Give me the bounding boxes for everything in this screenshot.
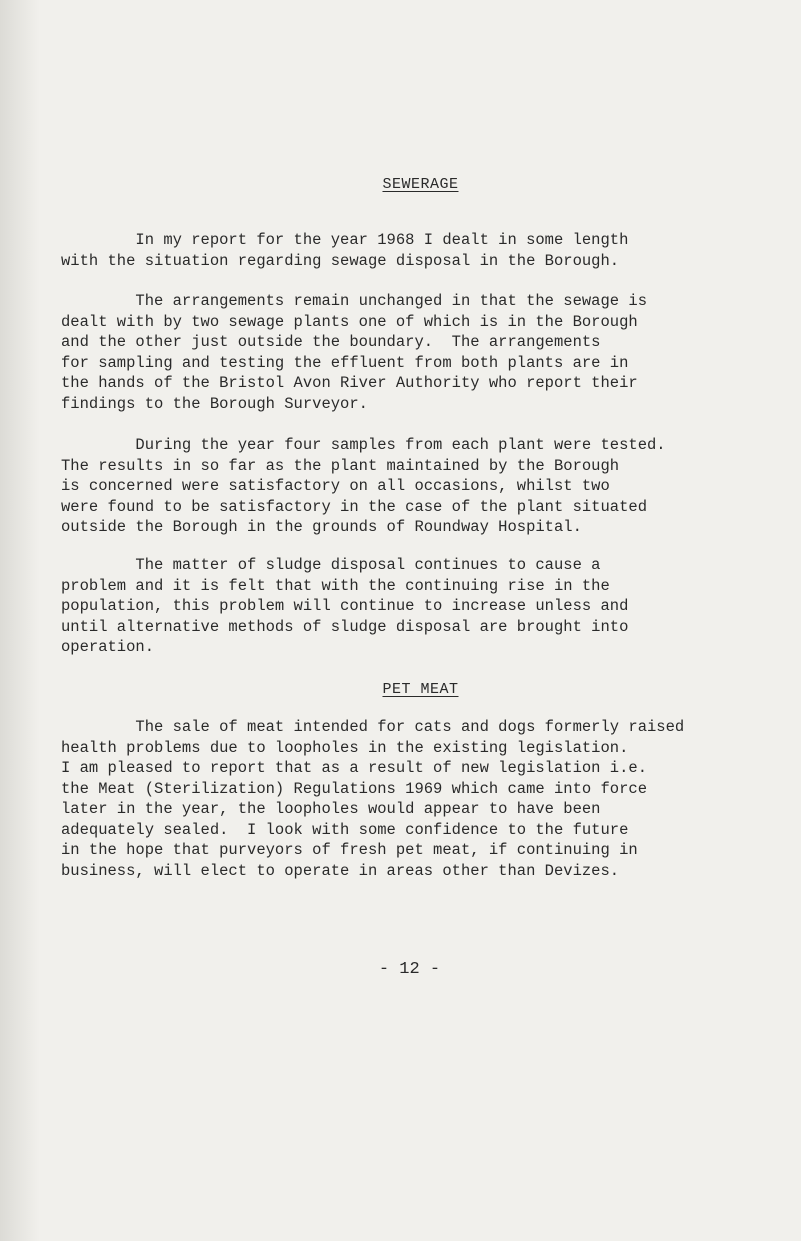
sewerage-paragraph-2: The arrangements remain unchanged in that the sewage is dealt with by two sewage plants one of which is in the Borough and the other just outside the boundary. The arrangements for sampling and testing the effluent from both plants are in the hands of the Bristol Avon River Authority who report their findings to the Borough Surveyor. (61, 292, 647, 413)
sewerage-paragraph-4: The matter of sludge disposal continues to cause a problem and it is felt that with the continuing rise in the population, this problem will continue to increase unless and until alternative methods of sludge disposal are brought into operation. (61, 556, 629, 656)
sewerage-paragraph-1: In my report for the year 1968 I dealt in some length with the situation regarding sewage disposal in the Borough. (61, 231, 629, 270)
sewerage-heading: SEWERAGE (382, 176, 459, 193)
pet-meat-heading: PET MEAT (382, 681, 459, 698)
sewerage-paragraph-3: During the year four samples from each plant were tested. The results in so far as the plant maintained by the Borough is concerned were satisfactory on all occasions, whilst two were found to be satisfactory in the case of the plant situated outside the Borough in the grounds of Roundway Hospital. (61, 436, 666, 536)
page-number: - 12 - (378, 960, 441, 979)
pet-meat-paragraph-1: The sale of meat intended for cats and dogs formerly raised health problems due to loopholes in the existing legislation. I am pleased to report that as a result of new legislation i.e. the Meat (Sterilization) Regulations 1969 which came into force later in the year, the loopholes would appear to have been adequately sealed. I look with some confidence to the future in the hope that purveyors of fresh pet meat, if continuing in business, will elect to operate in areas other than Devizes. (61, 718, 685, 880)
